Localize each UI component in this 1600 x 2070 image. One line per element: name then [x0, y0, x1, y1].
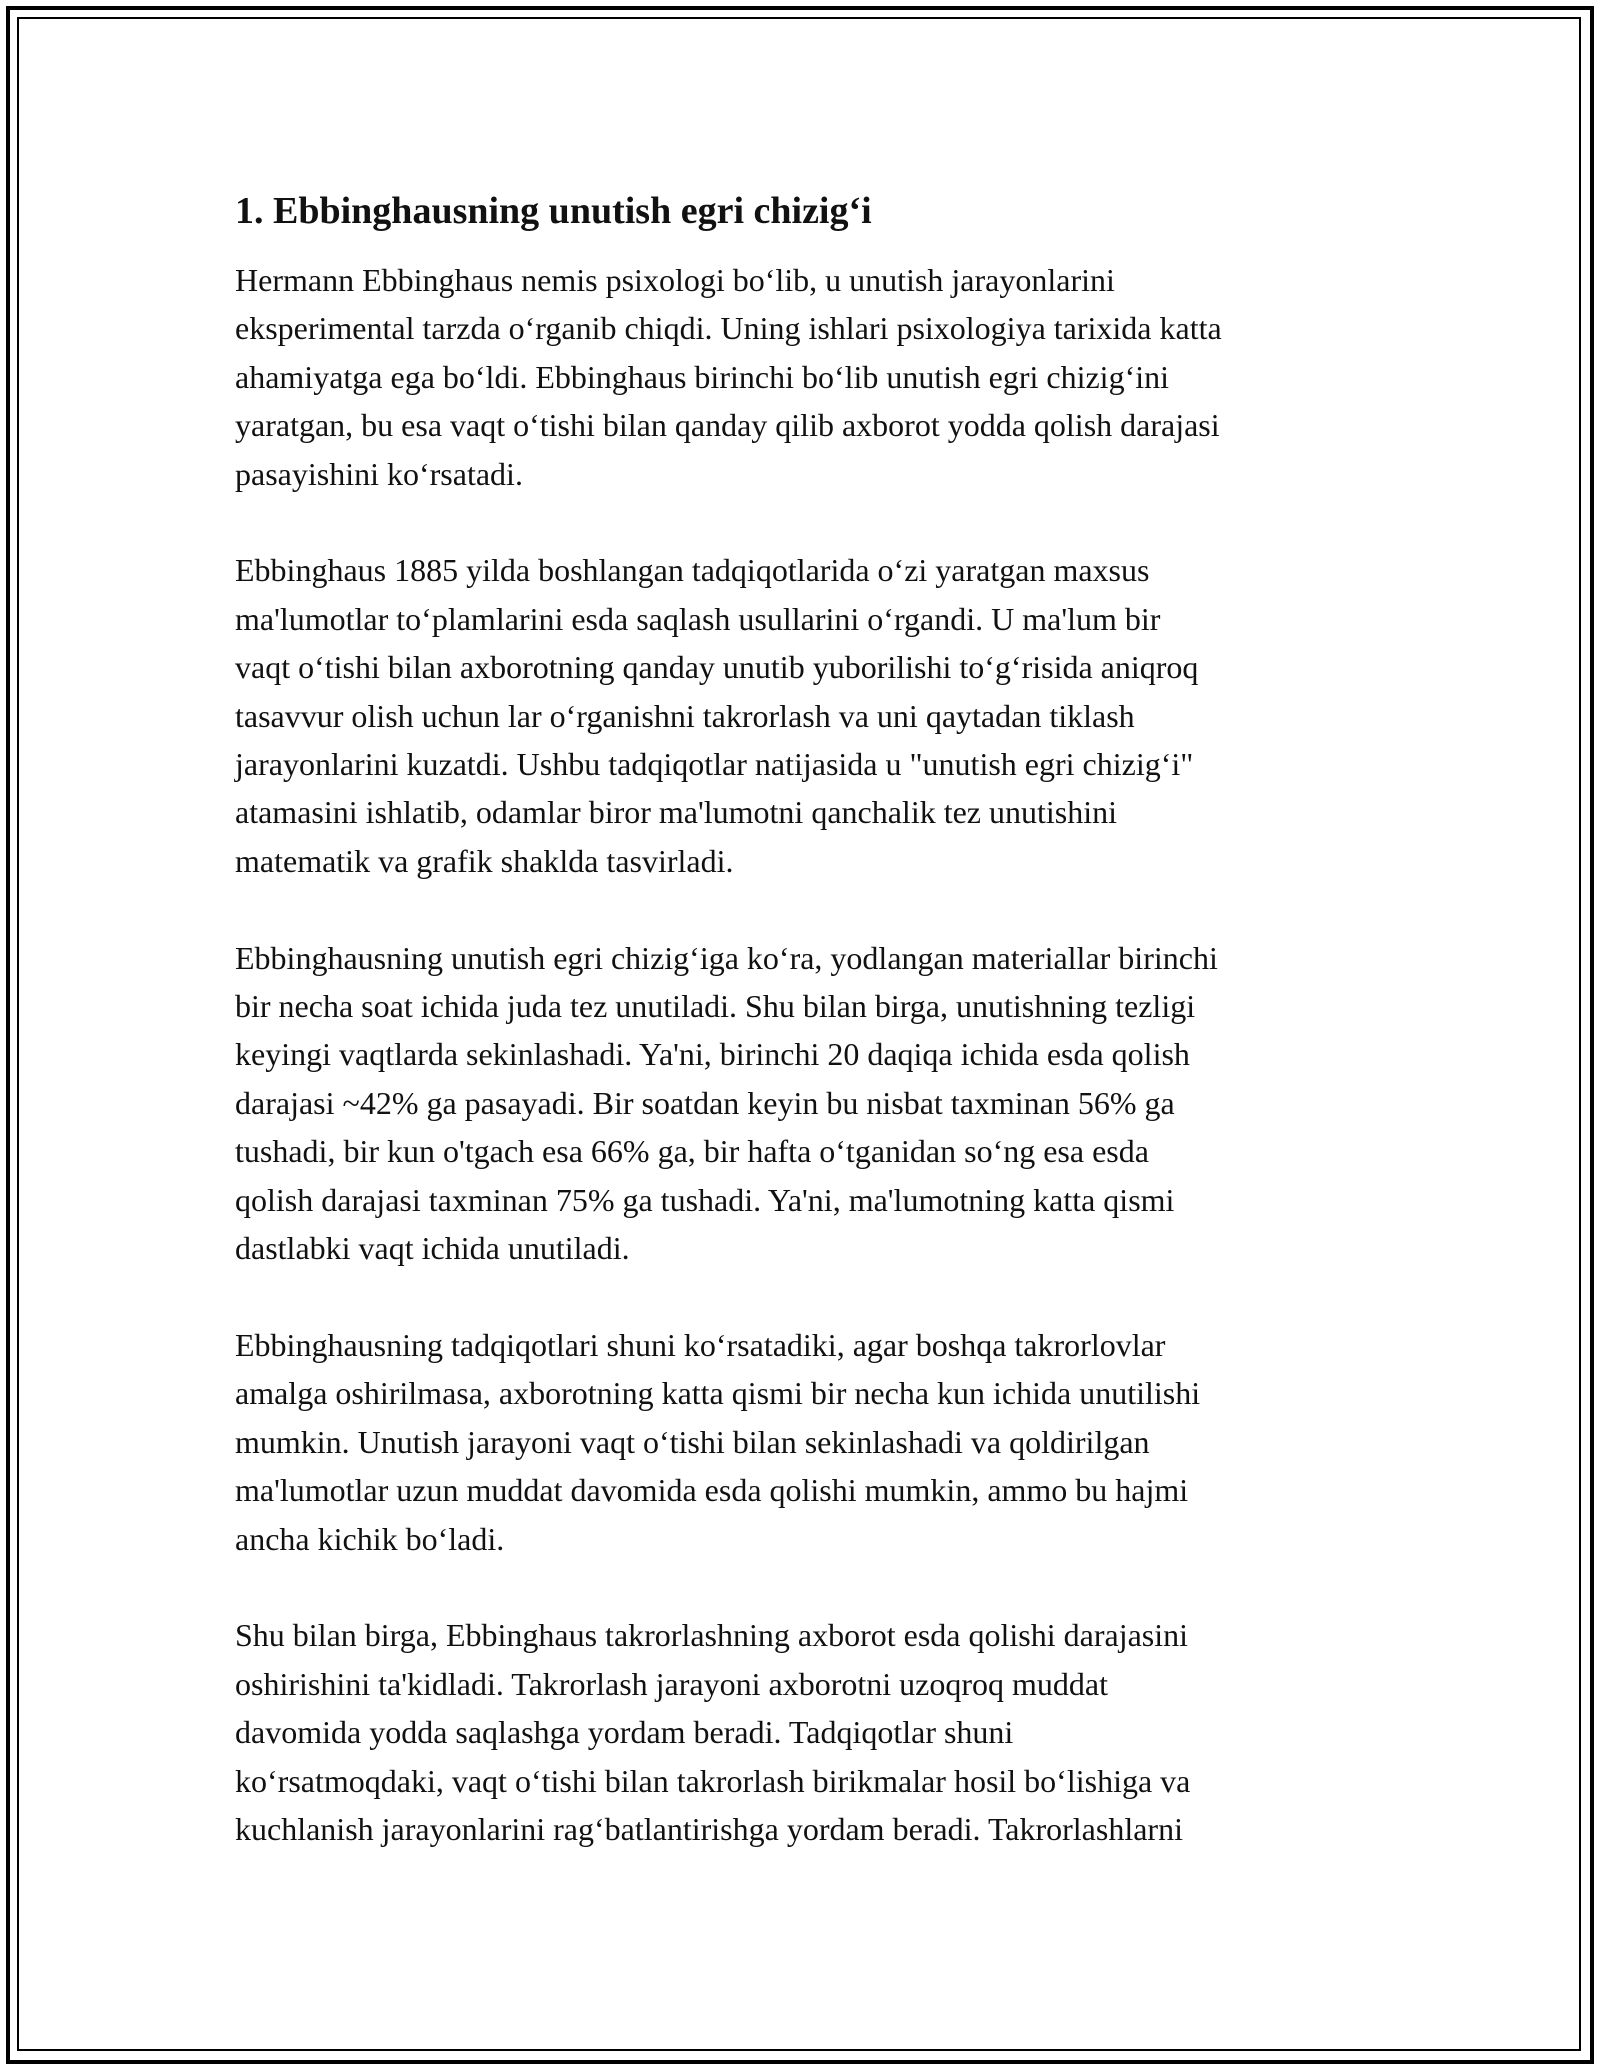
paragraph-3: Ebbinghausning unutish egri chizig‘iga ko‘ra, yodlangan materiallar birinchi bir necha soat ichida juda tez unutiladi. Shu bilan birga, unutishning tezligi keyingi vaqtlarda sekinlashadi. Ya'ni, birinchi 20 daqiqa ichida esda qolish darajasi ~42% ga pasayadi. Bir soatdan keyin bu nisbat taxminan 56% ga tushadi, bir kun o'tgach esa 66% ga, bir hafta o‘tganidan so‘ng esa esda qolish darajasi taxminan 75% ga tushadi. Ya'ni, ma'lumotning katta qismi dastlabki vaqt ichida unutiladi.	[235, 939, 1218, 1267]
document-body	[235, 186, 1385, 1853]
paragraph-1: Hermann Ebbinghaus nemis psixologi bo‘lib, u unutish jarayonlarini eksperimental tarzda o‘rganib chiqdi. Uning ishlari psixologiya tarixida katta ahamiyatga ega bo‘ldi. Ebbinghaus birinchi bo‘lib unutish egri chizig‘ini yaratgan, bu esa vaqt o‘tishi bilan qanday qilib axborot yodda qolish darajasi pasayishini ko‘rsatadi.	[235, 262, 1222, 492]
paragraph-5: Shu bilan birga, Ebbinghaus takrorlashning axborot esda qolishi darajasini oshirishini ta'kidladi. Takrorlash jarayoni axborotni uzoqroq muddat davomida yodda saqlashga yordam beradi. Tadqiqotlar shuni ko‘rsatmoqdaki, vaqt o‘tishi bilan takrorlash birikmalar hosil bo‘lishiga va kuchlanish jarayonlarini rag‘batlantirishga yordam beradi. Takrorlashlarni	[235, 1617, 1191, 1847]
section-heading: 1. Ebbinghausning unutish egri chizig‘i	[235, 190, 872, 232]
paragraph-2: Ebbinghaus 1885 yilda boshlangan tadqiqotlarida o‘zi yaratgan maxsus ma'lumotlar to‘plamlarini esda saqlash usullarini o‘rgandi. U ma'lum bir vaqt o‘tishi bilan axborotning qanday unutib yuborilishi to‘g‘risida aniqroq tasavvur olish uchun lar o‘rganishni takrorlash va uni qaytadan tiklash jarayonlarini kuzatdi. Ushbu tadqiqotlar natijasida u "unutish egri chizig‘i" atamasini ishlatib, odamlar biror ma'lumotni qanchalik tez unutishini matematik va grafik shaklda tasvirladi.	[235, 552, 1199, 879]
paragraph-4: Ebbinghausning tadqiqotlari shuni ko‘rsatadiki, agar boshqa takrorlovlar amalga oshirilmasa, axborotning katta qismi bir necha kun ichida unutilishi mumkin. Unutish jarayoni vaqt o‘tishi bilan sekinlashadi va qoldirilgan ma'lumotlar uzun muddat davomida esda qolishi mumkin, ammo bu hajmi ancha kichik bo‘ladi.	[235, 1326, 1201, 1557]
